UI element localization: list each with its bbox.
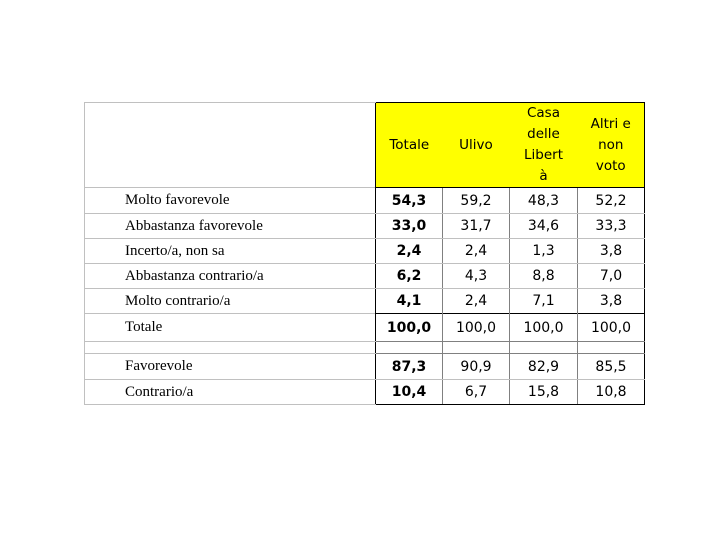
- survey-table: [84, 102, 645, 405]
- spacer-row: [85, 342, 645, 354]
- cell-casa-delle-liberta: 15,8: [510, 380, 578, 405]
- table-row: [85, 239, 645, 264]
- row-label: Favorevole: [85, 354, 376, 380]
- cell-altri: 52,2: [578, 188, 645, 214]
- table-row: [85, 214, 645, 239]
- cell-ulivo: 31,7: [443, 214, 510, 239]
- cell-altri: 10,8: [578, 380, 645, 405]
- cell-totale: 6,2: [376, 264, 443, 289]
- cell-ulivo: 2,4: [443, 239, 510, 264]
- cell-casa-delle-liberta: 48,3: [510, 188, 578, 214]
- table-row: [85, 380, 645, 405]
- row-label: Abbastanza contrario/a: [85, 264, 376, 289]
- header-blank-cell: [85, 103, 376, 188]
- cell-ulivo: 6,7: [443, 380, 510, 405]
- cell-altri: 100,0: [578, 314, 645, 342]
- cell-totale: 33,0: [376, 214, 443, 239]
- row-label: Molto favorevole: [85, 188, 376, 214]
- header-line: voto: [595, 157, 626, 174]
- header-totale: [376, 103, 443, 188]
- header-line: Casa: [526, 105, 560, 121]
- cell-casa-delle-liberta: 100,0: [510, 314, 578, 342]
- cell-totale: 100,0: [376, 314, 443, 342]
- cell-totale: 87,3: [376, 354, 443, 380]
- header-altri-e-non-voto: [578, 103, 645, 188]
- row-label: Incerto/a, non sa: [85, 239, 376, 264]
- header-line: Libert: [524, 147, 563, 163]
- header-line: à: [539, 168, 548, 184]
- row-label: Contrario/a: [85, 380, 376, 405]
- cell-altri: 3,8: [578, 289, 645, 314]
- spacer-cell: [85, 342, 376, 354]
- cell-ulivo: 4,3: [443, 264, 510, 289]
- header-row: [85, 103, 645, 188]
- cell-ulivo: 90,9: [443, 354, 510, 380]
- row-label: Molto contrario/a: [85, 289, 376, 314]
- table-row: [85, 264, 645, 289]
- cell-ulivo: 2,4: [443, 289, 510, 314]
- header-line: non: [598, 136, 624, 153]
- table-row: [85, 314, 645, 342]
- cell-altri: 85,5: [578, 354, 645, 380]
- cell-casa-delle-liberta: 1,3: [510, 239, 578, 264]
- table-row: [85, 289, 645, 314]
- table-row: [85, 354, 645, 380]
- header-casa-delle-liberta: [510, 103, 578, 188]
- header-line: delle: [527, 126, 560, 142]
- spacer-cell: [376, 342, 443, 354]
- cell-altri: 7,0: [578, 264, 645, 289]
- cell-casa-delle-liberta: 7,1: [510, 289, 578, 314]
- table-row: [85, 188, 645, 214]
- cell-altri: 33,3: [578, 214, 645, 239]
- row-label: Totale: [85, 314, 376, 342]
- cell-totale: 10,4: [376, 380, 443, 405]
- cell-casa-delle-liberta: 82,9: [510, 354, 578, 380]
- cell-totale: 54,3: [376, 188, 443, 214]
- cell-ulivo: 59,2: [443, 188, 510, 214]
- header-line: Ulivo: [459, 136, 493, 153]
- spacer-cell: [578, 342, 645, 354]
- header-line: Totale: [389, 136, 430, 153]
- header-line: Altri e: [590, 115, 631, 132]
- cell-totale: 2,4: [376, 239, 443, 264]
- header-ulivo: [443, 103, 510, 188]
- cell-totale: 4,1: [376, 289, 443, 314]
- cell-casa-delle-liberta: 34,6: [510, 214, 578, 239]
- cell-altri: 3,8: [578, 239, 645, 264]
- cell-casa-delle-liberta: 8,8: [510, 264, 578, 289]
- spacer-cell: [443, 342, 510, 354]
- cell-ulivo: 100,0: [443, 314, 510, 342]
- row-label: Abbastanza favorevole: [85, 214, 376, 239]
- spacer-cell: [510, 342, 578, 354]
